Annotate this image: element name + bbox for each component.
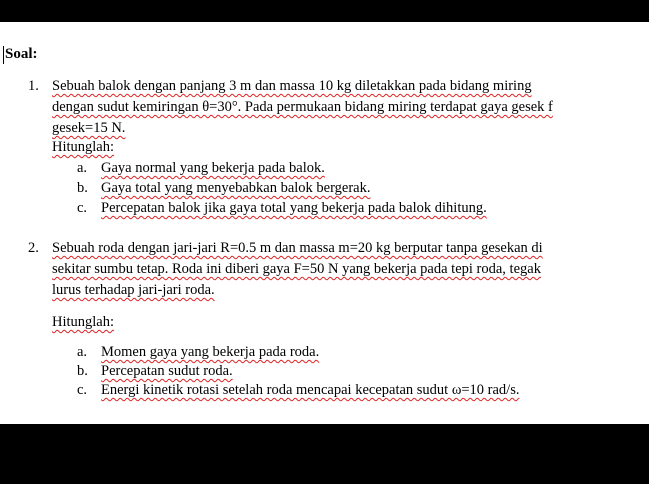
q1-item-b: Gaya total yang menyebabkan balok bergerak. — [101, 180, 371, 196]
bottom-black-bar — [0, 424, 649, 484]
q2-line-1: Sebuah roda dengan jari-jari R=0.5 m dan massa m=20 kg berputar tanpa gesekan di — [52, 240, 543, 256]
q2-item-b-letter: b. — [77, 363, 88, 379]
q1-line-1: Sebuah balok dengan panjang 3 m dan massa 10 kg diletakkan pada bidang miring — [52, 78, 532, 94]
q1-item-b-letter: b. — [77, 180, 88, 196]
q1-line-3: gesek=15 N. — [52, 120, 126, 136]
q2-item-a: Momen gaya yang bekerja pada roda. — [101, 344, 320, 360]
q1-item-c-letter: c. — [77, 200, 88, 216]
q1-line-2: dengan sudut kemiringan θ=30°. Pada permukaan bidang miring terdapat gaya gesek f — [52, 99, 553, 115]
q2-line-2: sekitar sumbu tetap. Roda ini diberi gaya F=50 N yang bekerja pada tepi roda, tegak — [52, 261, 541, 277]
q1-item-a: Gaya normal yang bekerja pada balok. — [101, 160, 325, 176]
text-cursor — [3, 46, 4, 64]
section-heading: Soal: — [5, 46, 38, 62]
q2-item-c: Energi kinetik rotasi setelah roda mencapai kecepatan sudut ω=10 rad/s. — [101, 382, 520, 398]
q2-item-b: Percepatan sudut roda. — [101, 363, 233, 379]
q2-item-c-letter: c. — [77, 382, 88, 398]
q1-item-a-letter: a. — [77, 160, 88, 176]
q1-number: 1. — [28, 78, 39, 94]
top-black-bar — [0, 0, 649, 22]
q1-prompt: Hitunglah: — [52, 139, 115, 155]
q2-prompt: Hitunglah: — [52, 314, 115, 330]
q2-item-a-letter: a. — [77, 344, 88, 360]
q1-item-c: Percepatan balok jika gaya total yang bekerja pada balok dihitung. — [101, 200, 487, 216]
document-page[interactable] — [0, 22, 649, 424]
q2-line-3: lurus terhadap jari-jari roda. — [52, 282, 215, 298]
q2-number: 2. — [28, 240, 39, 256]
